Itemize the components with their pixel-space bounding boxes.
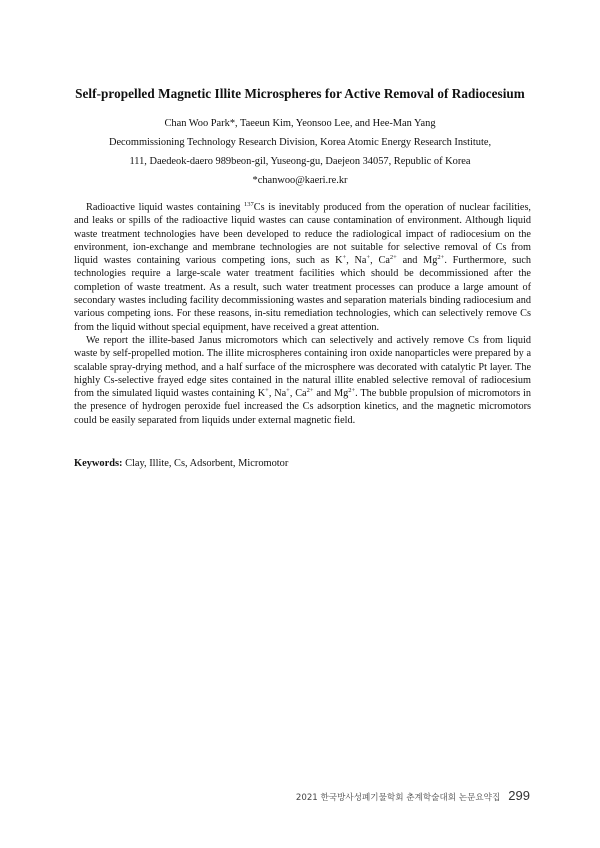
abstract-paragraph-2: We report the illite-based Janus micromotors which can selectively and actively remove Cs from liquid waste by self-propelled motion. The illite microspheres containing iron oxide nanoparticles were prepared by a scalable spray-drying method, and a half surface of the microsphere was decorated with catalytic Pt layer. The highly Cs-selective frayed edge sites contained in the natural illite enabled selective removal of radiocesium from the simulated liquid wastes containing K+, Na+, $Ca^{2+}$ and $Mg^{2+}$. The bubble propulsion of micromotors in the presence of hydrogen peroxide fuel increased the Cs adsorption kinetics, and the magnetic micromotors could be easily separated from liquids under external magnetic field.: [74, 334, 532, 426]
affiliation-line-2: 111, Daedeok-daero 989beon-gil, Yuseong-gu, Daejeon 34057, Republic of Korea: [129, 156, 471, 167]
page-number: 299: [508, 788, 530, 803]
page-footer: [296, 788, 530, 803]
author-list: Chan Woo Park*, Taeeun Kim, Yeonsoo Lee, and Hee-Man Yang: [164, 118, 436, 129]
proceedings-name: 2021 한국방사성폐기물학회 춘계학술대회 논문요약집: [295, 793, 501, 803]
keywords-label: Keywords:: [74, 458, 123, 469]
affiliation-line-1: Decommissioning Technology Research Division, Korea Atomic Energy Research Institute,: [108, 137, 492, 148]
paper-title: Self-propelled Magnetic Illite Microspheres for Active Removal of Radiocesium: [75, 86, 525, 101]
abstract-body: [74, 201, 531, 427]
abstract-paragraph-1: Radioactive liquid wastes containing $^{137}$Cs is inevitably produced from the operation of nuclear facilities, and leaks or spills of the radioactive liquid wastes can cause contamination of environment. Although liquid waste treatment technologies have been developed to reduce the radiological impact of radiocesium on the environment, ion-exchange and membrane technologies are not suitable for selective removal of Cs from liquid wastes containing various competing ions, such as K+, Na+, $Ca^{2+}$ and $Mg^{2+}$. Furthermore, such technologies require a large-scale water treatment facilities which should be decommissioned after the completion of waste treatment. As a result, such water treatment processes can produce a large amount of secondary wastes including facility decommissioning wastes and separation materials binding radiocesium and various competing ions. For these reasons, in-situ remediation technologies, which can selectively remove Cs from the liquid without special equipment, have received a great attention.: [74, 201, 532, 333]
keywords-line: [74, 458, 288, 469]
corresponding-email: *chanwoo@kaeri.re.kr: [252, 175, 348, 186]
keywords-value: Clay, Illite, Cs, Adsorbent, Micromotor: [122, 458, 289, 469]
